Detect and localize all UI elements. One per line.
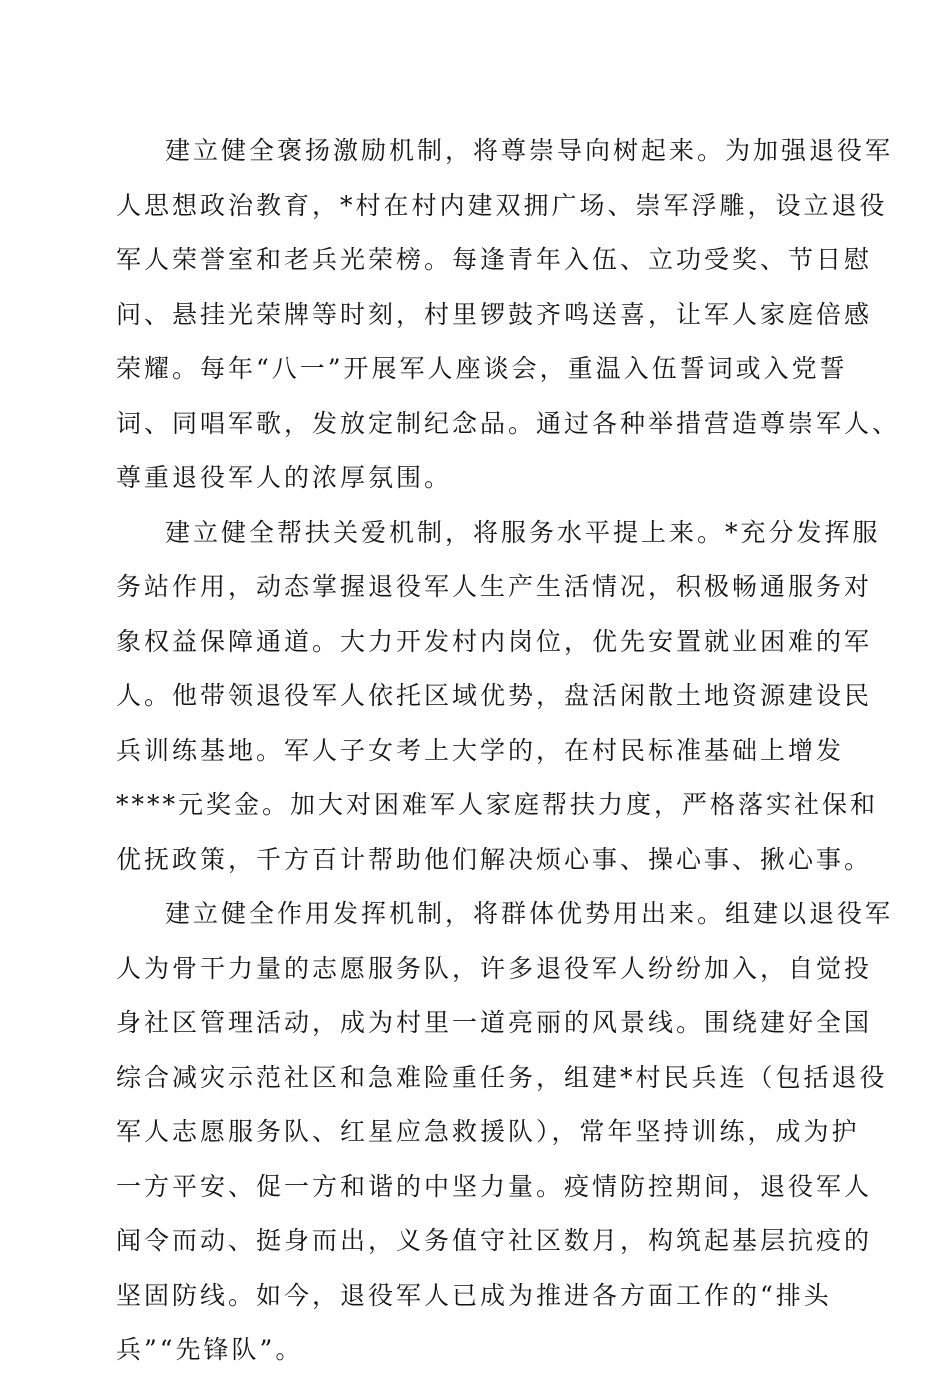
text-line: 象权益保障通道。大力开发村内岗位，优先安置就业困难的军: [116, 626, 873, 656]
text-line: 词、同唱军歌，发放定制纪念品。通过各种举措营造尊崇军人、: [116, 408, 901, 438]
text-line: ****元奖金。加大对困难军人家庭帮扶力度，严格落实社保和: [116, 790, 879, 819]
text-line: 问、悬挂光荣牌等时刻，村里锣鼓齐鸣送喜，让军人家庭倍感: [116, 299, 873, 329]
paragraph-support-mechanism: [116, 506, 881, 888]
paragraph-honor-mechanism: [116, 124, 901, 506]
text-line: 综合减灾示范社区和急难险重任务，组建*村民兵连（包括退役: [116, 1062, 888, 1092]
paragraph-role-mechanism: [116, 887, 894, 1378]
text-line: 身社区管理活动，成为村里一道亮丽的风景线。围绕建好全国: [116, 1008, 873, 1037]
text-line: 一方平安、促一方和谐的中坚力量。疫情防控期间，退役军人: [116, 1171, 873, 1201]
text-line: 尊重退役军人的浓厚氛围。: [116, 463, 453, 492]
text-line: 人为骨干力量的志愿服务队，许多退役军人纷纷加入，自觉投: [116, 953, 873, 983]
text-line: 兵”“先锋队”。: [116, 1335, 304, 1364]
text-line: 荣耀。每年“八一”开展军人座谈会，重温入伍誓词或入党誓: [116, 354, 848, 383]
text-line: 优抚政策，千方百计帮助他们解决烦心事、操心事、揪心事。: [116, 844, 873, 874]
text-line: 建立健全褒扬激励机制，将尊崇导向树起来。为加强退役军: [165, 136, 894, 165]
text-line: 建立健全作用发挥机制，将群体优势用出来。组建以退役军: [165, 899, 894, 928]
text-line: 军人荣誉室和老兵光荣榜。每逢青年入伍、立功受奖、节日慰: [116, 245, 873, 274]
text-line: 兵训练基地。军人子女考上大学的，在村民标准基础上增发: [116, 735, 845, 765]
text-line: 闻令而动、挺身而出，义务值守社区数月，构筑起基层抗疫的: [116, 1226, 873, 1255]
text-line: 军人志愿服务队、红星应急救援队），常年坚持训练，成为护: [116, 1117, 860, 1146]
text-line: 务站作用，动态掌握退役军人生产生活情况，积极畅通服务对: [116, 572, 873, 601]
text-line: 建立健全帮扶关爱机制，将服务水平提上来。*充分发挥服: [165, 517, 881, 547]
text-line: 人思想政治教育，*村在村内建双拥广场、崇军浮雕，设立退役: [116, 190, 888, 220]
text-line: 人。他带领退役军人依托区域优势，盘活闲散土地资源建设民: [116, 681, 873, 710]
document-body: [116, 124, 901, 1378]
text-line: 坚固防线。如今，退役军人已成为推进各方面工作的“排头: [116, 1280, 832, 1310]
